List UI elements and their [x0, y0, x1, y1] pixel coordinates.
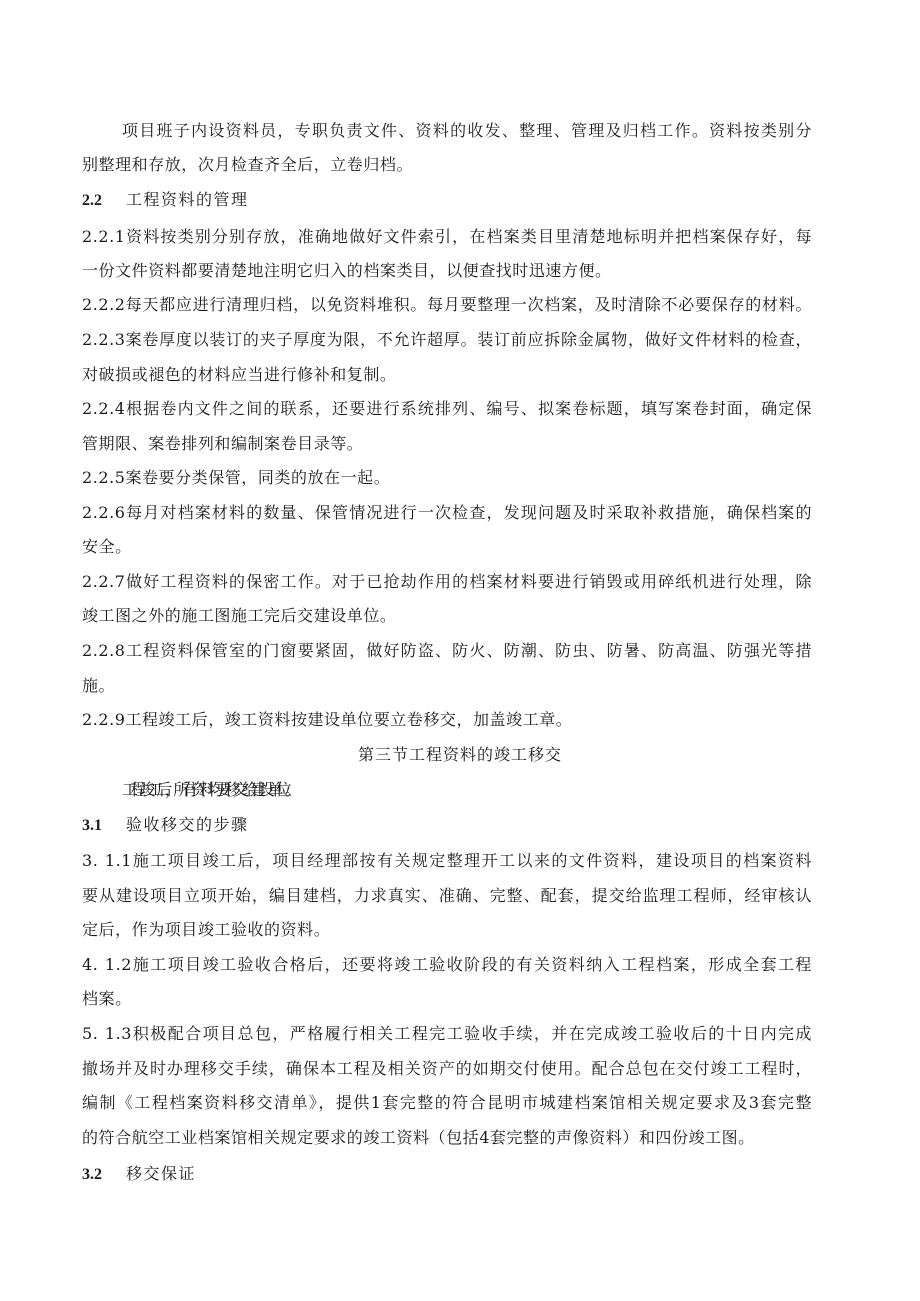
heading-3-2	[82, 1163, 196, 1186]
para-2-2-8-line-1: 2.2.8工程资料保管室的门窗要紧固，做好防盗、防火、防潮、防虫、防暑、防高温、防强光等措	[82, 641, 812, 660]
para-3-1-1-line-1: 3. 1.1施工项目竣工后，项目经理部按有关规定整理开工以来的文件资料，建设项目的档案资料	[82, 851, 812, 870]
para-2-2-4-line-1: 2.2.4根据卷内文件之间的联系，还要进行系统排列、编号、拟案卷标题，填写案卷封面，确定保	[82, 399, 812, 418]
para-2-2-6-line-2: 安全。	[82, 537, 132, 556]
para-3-1-3-line-1: 5. 1.3积极配合项目总包，严格履行相关工程完工验收手续，并在完成竣工验收后的十日内完成	[82, 1024, 812, 1043]
heading-title: 工程资料的管理	[126, 190, 249, 209]
para-3-1-3-line-4: 的符合航空工业档案馆相关规定要求的竣工资料（包括4套完整的声像资料）和四份竣工图。	[82, 1128, 755, 1147]
para-3-1-1-line-2: 要从建设项目立项开始，编目建档，力求真实、准确、完整、配套，提交给监理工程师，经审核认	[82, 886, 812, 905]
para-3-1-2-line-2: 档案。	[82, 989, 132, 1008]
heading-number: 3.1	[82, 817, 102, 834]
heading-title: 移交保证	[126, 1164, 197, 1183]
heading-title: 验收移交的步骤	[126, 815, 249, 834]
para-3-1-2-line-1: 4. 1.2施工项目竣工验收合格后，还要将竣工验收阶段的有关资料纳入工程档案，形成全套工程	[82, 955, 812, 974]
para-3-1-3-line-3: 编制《工程档案资料移交清单》，提供1套完整的符合昆明市城建档案馆相关规定要求及3套完整	[82, 1093, 812, 1112]
para-2-2-8-line-2: 施。	[82, 676, 116, 695]
para-2-2-1-line-2: 一份文件资料都要清楚地注明它归入的档案类目，以便查找时迅速方便。	[82, 261, 612, 280]
para-3-1-3-line-2: 撤场并及时办理移交手续，确保本工程及相关资产的如期交付使用。配合总包在交付竣工工程时，	[82, 1059, 812, 1078]
para-2-2-4-line-2: 管期限、案卷排列和编制案卷目录等。	[82, 434, 364, 453]
para-2-2-2-line-1: 2.2.2每天都应进行清理归档，以免资料堆积。每月要整理一次档案，及时清除不必要保存的材料。	[82, 295, 812, 314]
para-2-2-3-line-2: 对破损或褪色的材料应当进行修补和复制。	[82, 365, 397, 384]
para-2-2-7-line-1: 2.2.7做好工程资料的保密工作。对于已抢劫作用的档案材料要进行销毁或用碎纸机进行处理，除	[82, 572, 812, 591]
para-3-1-1-line-3: 定后，作为项目竣工验收的资料。	[82, 920, 331, 939]
para-2-2-5-line-1: 2.2.5案卷要分类保管，同类的放在一起。	[82, 468, 391, 487]
intro-line-2: 别整理和存放，次月检查齐全后，立卷归档。	[82, 155, 414, 174]
para-2-2-6-line-1: 2.2.6每月对档案材料的数量、保管情况进行一次检查，发现问题及时采取补救措施，确保档案的	[82, 503, 812, 522]
heading-3-1	[82, 814, 249, 837]
para-2-2-1-line-1: 2.2.1资料按类别分别存放，准确地做好文件索引，在档案类目里清楚地标明并把档案保存好，每	[82, 227, 812, 246]
section-3-title: 第三节工程资料的竣工移交	[357, 745, 562, 764]
section-3-intro: 工程竣工后，所有资料均要移交给建设单位。	[122, 780, 294, 799]
para-2-2-3-line-1: 2.2.3案卷厚度以装订的夹子厚度为限，不允许超厚。装订前应拆除金属物，做好文件材料的检查，	[82, 330, 812, 349]
para-2-2-7-line-2: 竣工图之外的施工图施工完后交建设单位。	[82, 606, 397, 625]
heading-number: 3.2	[82, 1166, 102, 1183]
heading-2-2	[82, 189, 249, 212]
intro-line-1: 项目班子内设资料员，专职负责文件、资料的收发、整理、管理及归档工作。资料按类别分	[122, 121, 812, 140]
para-2-2-9-line-1: 2.2.9工程竣工后，竣工资料按建设单位要立卷移交，加盖竣工章。	[82, 710, 573, 729]
heading-number: 2.2	[82, 192, 102, 209]
